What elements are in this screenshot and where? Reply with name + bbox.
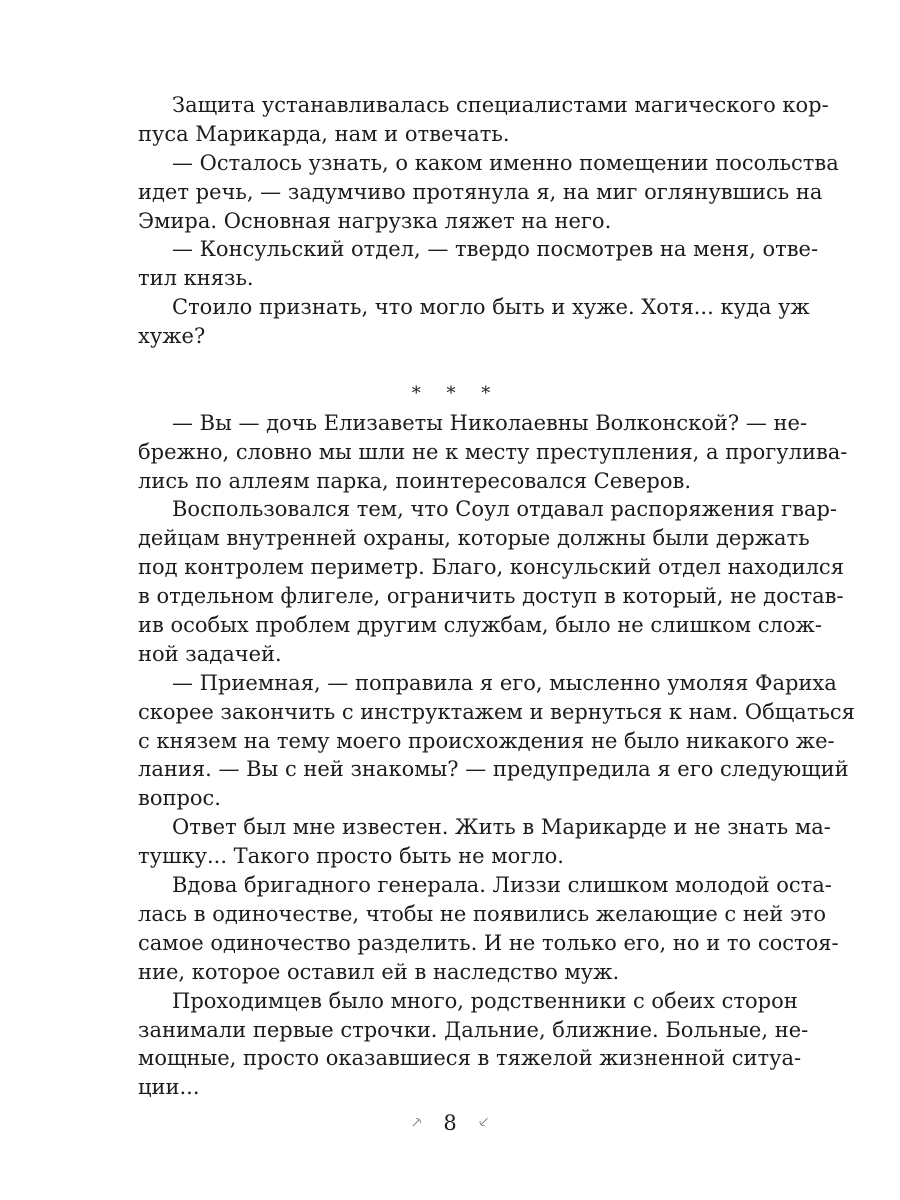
text-line: тушку... Такого просто быть не могло.: [138, 844, 564, 869]
text-line: лись по аллеям парка, поинтересовался Северов.: [138, 468, 692, 493]
text-line: дейцам внутренней охраны, которые должны были держать: [138, 526, 810, 551]
text-line: мощные, просто оказавшиеся в тяжелой жизненной ситуа-: [138, 1046, 802, 1071]
text-line: Эмира. Основная нагрузка ляжет на него.: [138, 208, 612, 233]
text-line: ции...: [138, 1075, 200, 1100]
text-line: ной задачей.: [138, 641, 282, 666]
text-line: хуже?: [138, 324, 206, 349]
text-line: самое одиночество разделить. И не только его, но и то состоя-: [138, 930, 839, 955]
text-line: идет речь, — задумчиво протянула я, на миг оглянувшись на: [138, 179, 823, 204]
text-line: — Осталось узнать, о каком именно помещении посольства: [172, 150, 839, 175]
scene-break: * * *: [411, 382, 501, 404]
book-page-text: [138, 91, 855, 1102]
left-ornament-icon: ⸕: [410, 1111, 423, 1131]
text-line: Воспользовался тем, что Соул отдавал распоряжения гвар-: [172, 497, 838, 522]
text-line: пуса Марикарда, нам и отвечать.: [138, 121, 510, 146]
text-line: Проходимцев было много, родственники с обеих сторон: [172, 988, 798, 1013]
page-footer: [0, 1109, 900, 1135]
text-line: Защита устанавливалась специалистами магического кор-: [172, 93, 829, 117]
text-line: — Вы — дочь Елизаветы Николаевны Волконской? — не-: [172, 410, 808, 435]
text-line: под контролем периметр. Благо, консульский отдел находился: [138, 555, 844, 580]
text-line: с князем на тему моего происхождения не было никакого же-: [138, 728, 835, 753]
spacer: [138, 351, 764, 380]
text-line: брежно, словно мы шли не к месту преступления, а прогулива-: [138, 439, 848, 464]
text-line: занимали первые строчки. Дальние, ближние. Больные, не-: [138, 1017, 809, 1042]
text-line: тил князь.: [138, 266, 254, 291]
text-line: вопрос.: [138, 786, 221, 811]
text-line: в отдельном флигеле, ограничить доступ в который, не достав-: [138, 584, 844, 609]
text-line: ние, которое оставил ей в наследство муж.: [138, 959, 620, 984]
text-line: лания. — Вы с ней знакомы? — предупредила я его следующий: [138, 757, 849, 782]
page-number: 8: [443, 1110, 457, 1135]
text-line: Стоило признать, что могло быть и хуже. Хотя... куда уж: [172, 295, 810, 320]
text-line: — Приемная, — поправила я его, мысленно умоляя Фариха: [172, 670, 837, 695]
text-line: скорее закончить с инструктажем и вернуться к нам. Общаться: [138, 699, 855, 724]
text-line: Ответ был мне известен. Жить в Марикарде и не знать ма-: [172, 815, 831, 840]
text-line: — Консульский отдел, — твердо посмотрев на меня, отве-: [172, 237, 819, 262]
text-line: лась в одиночестве, чтобы не появились желающие с ней это: [138, 901, 826, 926]
right-ornament-icon: ⸔: [477, 1111, 490, 1131]
text-line: ив особых проблем другим службам, было не слишком слож-: [138, 613, 822, 638]
text-line: Вдова бригадного генерала. Лиззи слишком молодой оста-: [172, 873, 832, 898]
